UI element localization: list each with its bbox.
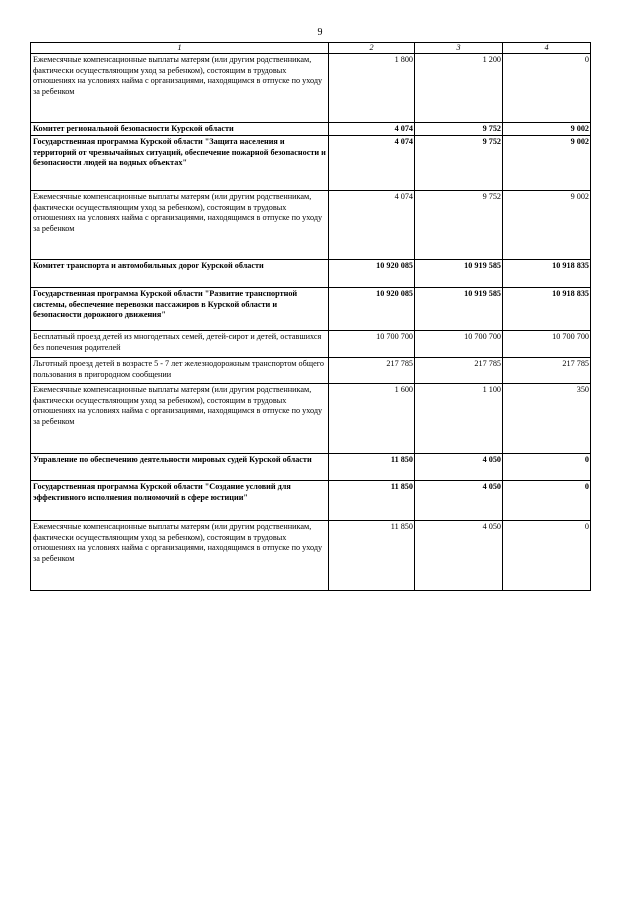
row-value-v2: 11 850 [329,481,415,521]
row-value-v2: 11 850 [329,521,415,591]
table-row [31,260,591,288]
row-value-v2: 1 800 [329,54,415,123]
column-header: 1 [31,43,329,54]
row-value-v2: 1 600 [329,384,415,454]
row-value-v3: 9 752 [415,123,503,136]
table-row [31,358,591,384]
row-value-v4: 0 [503,454,591,481]
row-value-v3: 10 919 585 [415,288,503,331]
page-number: 9 [317,27,323,38]
row-label: Ежемесячные компенсационные выплаты матерям (или другим родственникам, фактически осуществляющим уход за ребенком), состоящим в трудовых отношениях на условиях найма с организациями, находящимся в отпуске по уходу за ребенком [31,521,329,591]
row-label: Комитет транспорта и автомобильных дорог Курской области [31,260,329,288]
row-label: Государственная программа Курской области "Создание условий для эффективного исполнения полномочий в сфере юстиции" [31,481,329,521]
row-value-v2: 10 700 700 [329,331,415,358]
row-value-v4: 217 785 [503,358,591,384]
table-row [31,54,591,123]
row-label: Управление по обеспечению деятельности мировых судей Курской области [31,454,329,481]
row-value-v3: 9 752 [415,191,503,260]
row-value-v4: 0 [503,521,591,591]
row-value-v2: 4 074 [329,191,415,260]
row-label: Ежемесячные компенсационные выплаты матерям (или другим родственникам, фактически осуществляющим уход за ребенком), состоящим в трудовых отношениях на условиях найма с организациями, находящимся в отпуске по уходу за ребенком [31,54,329,123]
row-label: Ежемесячные компенсационные выплаты матерям (или другим родственникам, фактически осуществляющим уход за ребенком), состоящим в трудовых отношениях на условиях найма с организациями, находящимся в отпуске по уходу за ребенком [31,191,329,260]
row-value-v4: 10 918 835 [503,260,591,288]
row-value-v4: 9 002 [503,191,591,260]
row-label: Ежемесячные компенсационные выплаты матерям (или другим родственникам, фактически осуществляющим уход за ребенком), состоящим в трудовых отношениях на условиях найма с организациями, находящимся в отпуске по уходу за ребенком [31,384,329,454]
row-value-v3: 1 200 [415,54,503,123]
table-row [31,331,591,358]
row-value-v4: 0 [503,54,591,123]
row-value-v2: 11 850 [329,454,415,481]
row-value-v4: 9 002 [503,123,591,136]
table-row [31,384,591,454]
row-value-v2: 4 074 [329,136,415,191]
row-label: Государственная программа Курской области "Развитие транспортной системы, обеспечение перевозки пассажиров в Курской области и безопасности дорожного движения" [31,288,329,331]
row-value-v4: 350 [503,384,591,454]
row-label: Комитет региональной безопасности Курской области [31,123,329,136]
row-value-v3: 4 050 [415,454,503,481]
row-value-v3: 1 100 [415,384,503,454]
table-body [31,54,591,591]
row-value-v4: 0 [503,481,591,521]
column-header: 2 [329,43,415,54]
table-row [31,454,591,481]
column-number-row [31,43,591,54]
row-value-v3: 10 919 585 [415,260,503,288]
row-value-v2: 217 785 [329,358,415,384]
table-row [31,288,591,331]
row-value-v2: 4 074 [329,123,415,136]
row-label: Льготный проезд детей в возрасте 5 - 7 лет железнодорожным транспортом общего пользования в пригородном сообщении [31,358,329,384]
table-row [31,136,591,191]
column-header: 4 [503,43,591,54]
row-value-v4: 10 918 835 [503,288,591,331]
row-value-v3: 4 050 [415,481,503,521]
column-header: 3 [415,43,503,54]
budget-table [30,42,591,591]
row-value-v3: 4 050 [415,521,503,591]
table-row [31,191,591,260]
row-value-v4: 9 002 [503,136,591,191]
row-value-v2: 10 920 085 [329,288,415,331]
row-value-v4: 10 700 700 [503,331,591,358]
table-row [31,123,591,136]
table-row [31,521,591,591]
table-row [31,481,591,521]
row-value-v3: 10 700 700 [415,331,503,358]
row-value-v2: 10 920 085 [329,260,415,288]
row-label: Государственная программа Курской области "Защита населения и территорий от чрезвычайных ситуаций, обеспечение пожарной безопасности и безопасности людей на водных объектах" [31,136,329,191]
row-value-v3: 217 785 [415,358,503,384]
row-label: Бесплатный проезд детей из многодетных семей, детей-сирот и детей, оставшихся без попечения родителей [31,331,329,358]
row-value-v3: 9 752 [415,136,503,191]
